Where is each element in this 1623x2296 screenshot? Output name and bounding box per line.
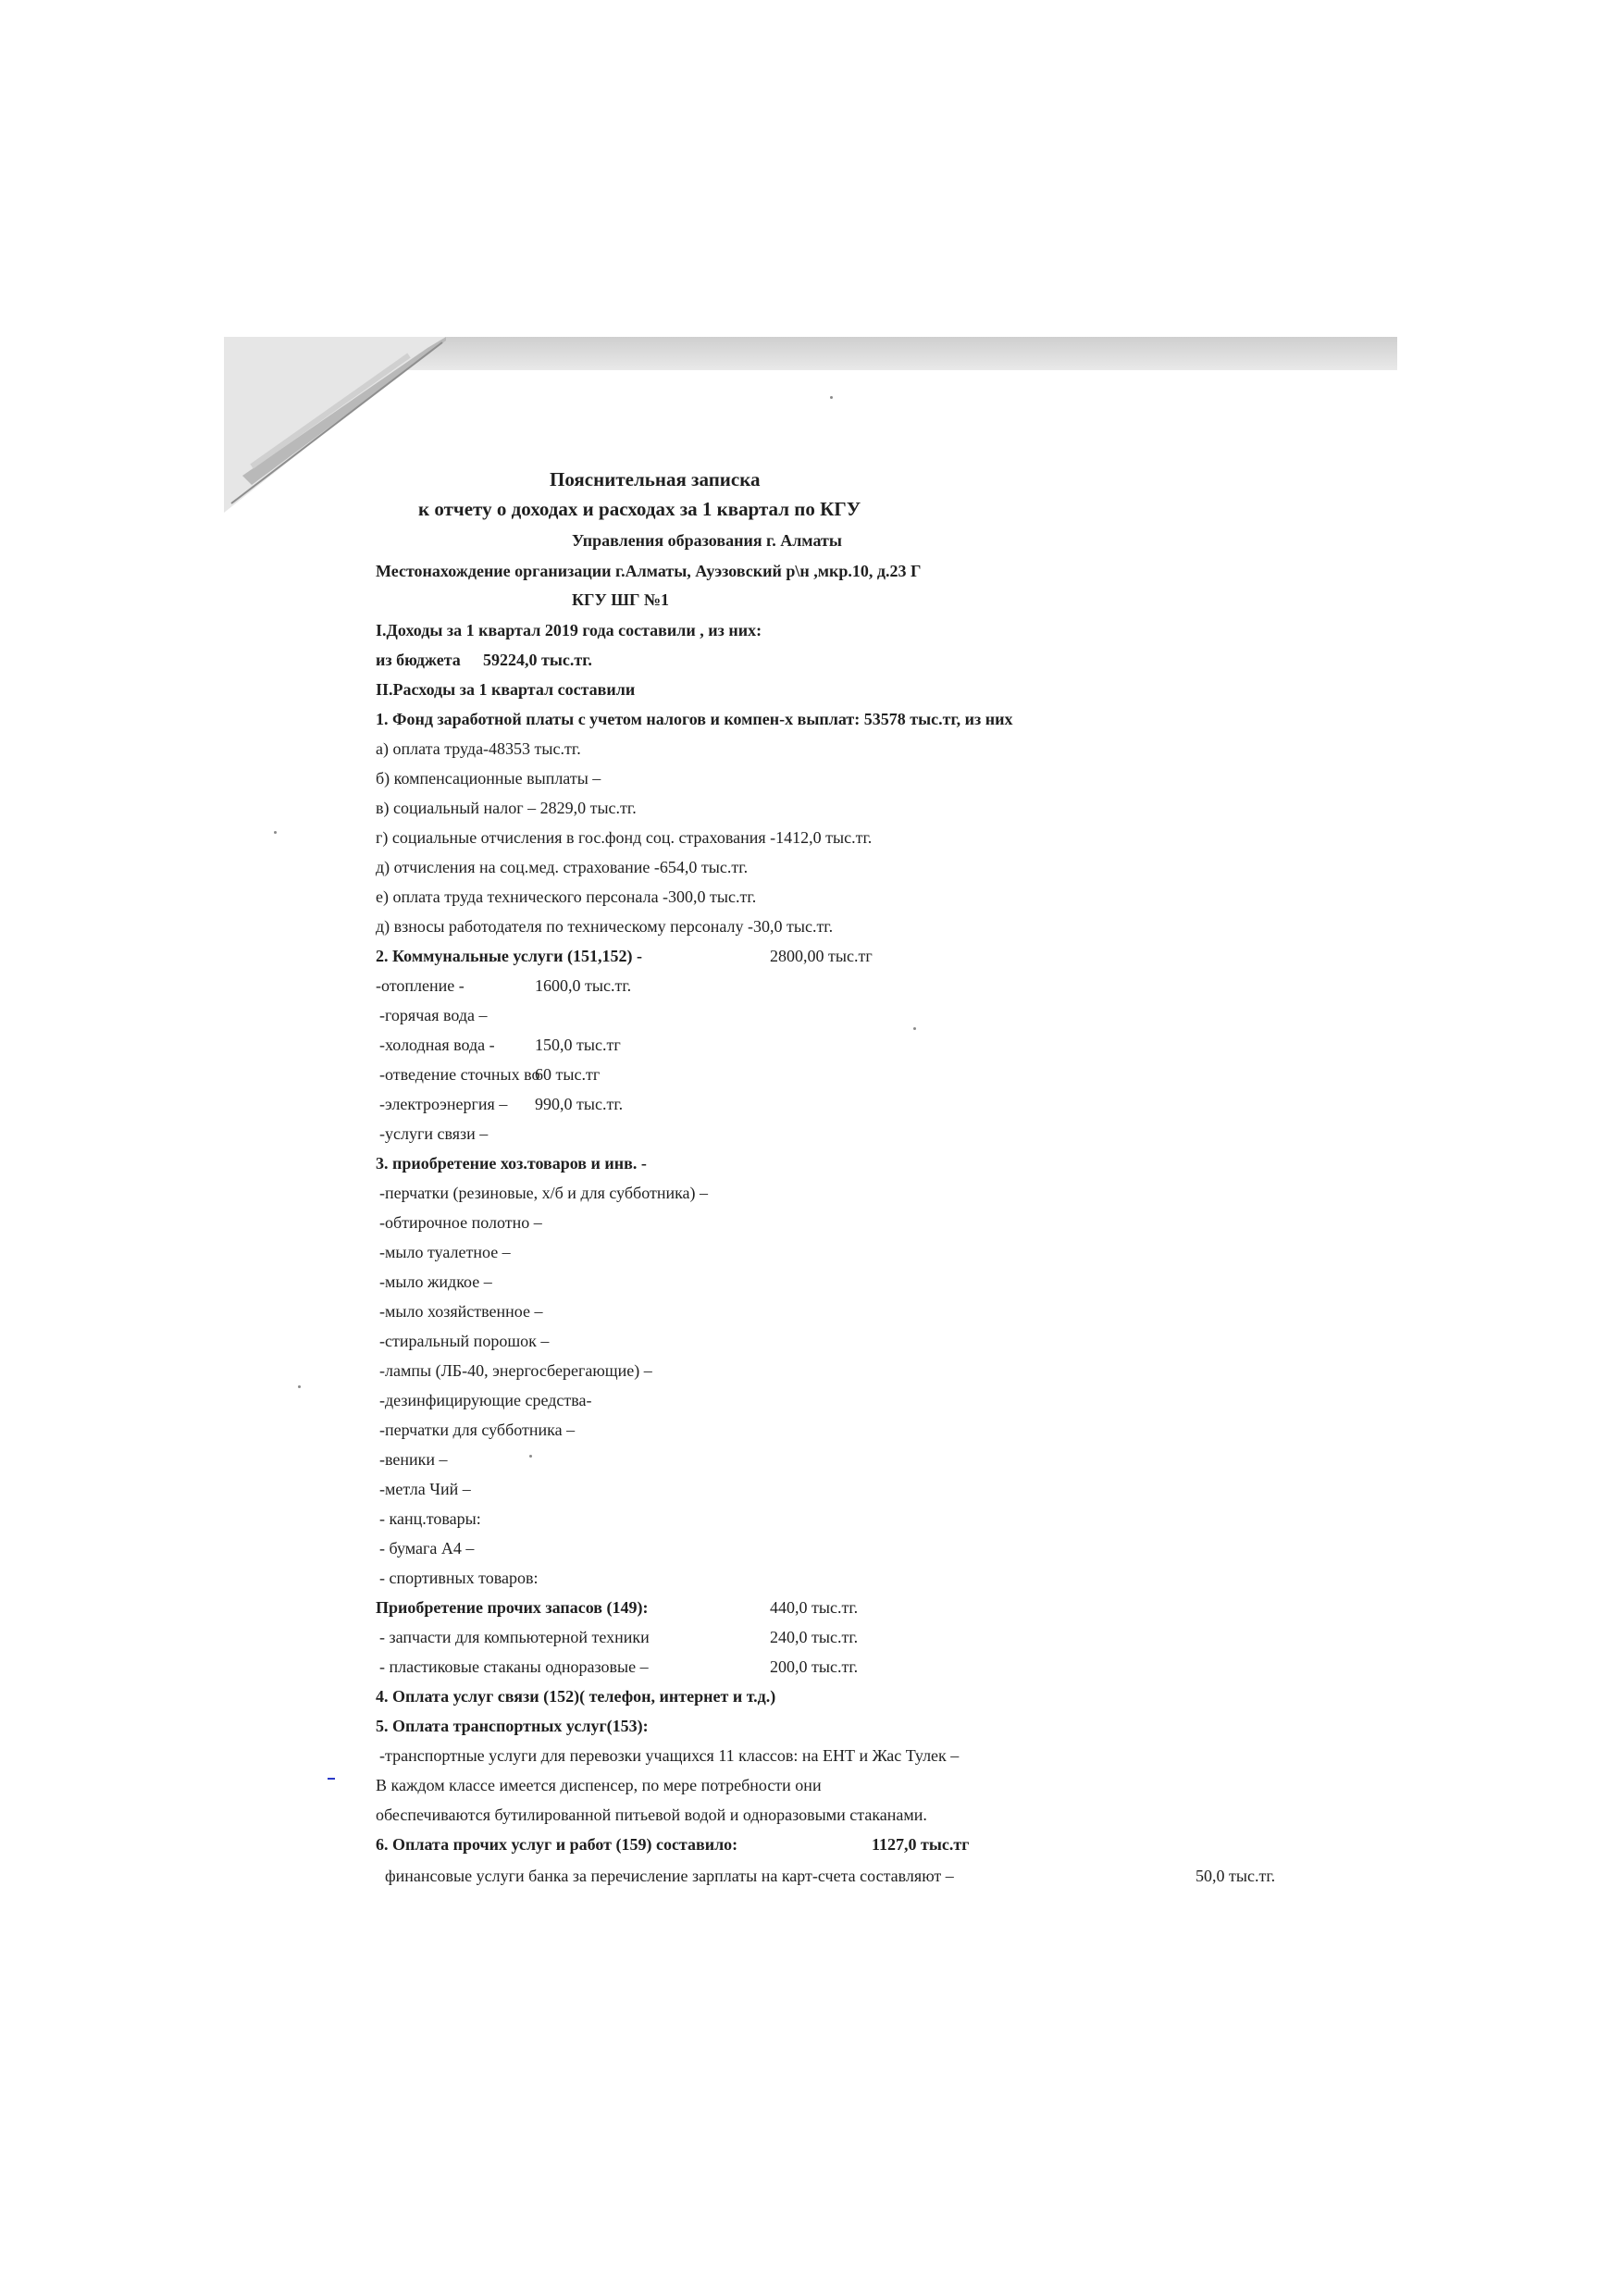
goods-item: - спортивных товаров:	[379, 1569, 539, 1587]
payroll-item: д) отчисления на соц.мед. страхование -654,0 тыс.тг.	[376, 858, 749, 876]
payroll-item: д) взносы работодателя по техническому персоналу -30,0 тыс.тг.	[376, 917, 834, 936]
org-name: КГУ ШГ №1	[572, 590, 670, 609]
payroll-item: а) оплата труда-48353 тыс.тг.	[376, 739, 581, 758]
goods-item: -стиральный порошок –	[379, 1332, 550, 1350]
communication-heading: 4. Оплата услуг связи (152)( телефон, интернет и т.д.)	[376, 1687, 776, 1706]
scan-speck	[274, 831, 277, 834]
scan-speck	[830, 396, 833, 399]
transport-heading: 5. Оплата транспортных услуг(153):	[376, 1717, 649, 1735]
payroll-item: в) социальный налог – 2829,0 тыс.тг.	[376, 799, 637, 817]
utilities-heading: 2. Коммунальные услуги (151,152) -	[376, 947, 642, 965]
goods-item: -обтирочное полотно –	[379, 1213, 542, 1232]
other-stock-item-value: 240,0 тыс.тг.	[770, 1628, 859, 1646]
other-services-total: 1127,0 тыс.тг	[872, 1835, 970, 1854]
goods-item: -дезинфицирующие средства-	[379, 1391, 592, 1409]
payroll-item: е) оплата труда технического персонала -300,0 тыс.тг.	[376, 887, 757, 906]
income-budget-label: из бюджета	[376, 651, 461, 669]
bank-fees-line: финансовые услуги банка за перечисление зарплаты на карт-счета составляют –	[385, 1867, 954, 1885]
folded-corner	[224, 337, 446, 513]
utility-value: 990,0 тыс.тг.	[535, 1095, 624, 1113]
goods-item: -лампы (ЛБ-40, энергосберегающие) –	[379, 1361, 652, 1380]
utility-value: 150,0 тыс.тг	[535, 1036, 621, 1054]
org-department: Управления образования г. Алматы	[572, 531, 842, 550]
goods-item: -перчатки (резиновые, х/б и для субботника) –	[379, 1184, 709, 1202]
document-title: Пояснительная записка	[550, 468, 761, 490]
expenses-heading: II.Расходы за 1 квартал составили	[376, 680, 636, 699]
other-services-heading: 6. Оплата прочих услуг и работ (159) составило:	[376, 1835, 738, 1854]
utility-label: -отопление -	[376, 976, 465, 995]
org-location: Местонахождение организации г.Алматы, Ауэзовский р\н ,мкр.10, д.23 Г	[376, 562, 922, 580]
other-stock-heading: Приобретение прочих запасов (149):	[376, 1598, 649, 1617]
utility-label: -отведение сточных во	[379, 1065, 540, 1084]
transport-line: В каждом классе имеется диспенсер, по мере потребности они	[376, 1776, 822, 1794]
goods-item: -перчатки для субботника –	[379, 1421, 576, 1439]
transport-line: обеспечиваются бутилированной питьевой водой и одноразовыми стаканами.	[376, 1806, 927, 1824]
utility-value: 1600,0 тыс.тг.	[535, 976, 632, 995]
transport-line: -транспортные услуги для перевозки учащихся 11 классов: на ЕНТ и Жас Тулек –	[379, 1746, 960, 1765]
utility-value: 60 тыс.тг	[535, 1065, 601, 1084]
goods-heading: 3. приобретение хоз.товаров и инв. -	[376, 1154, 647, 1173]
goods-item: -веники –	[379, 1450, 448, 1469]
other-stock-total: 440,0 тыс.тг.	[770, 1598, 859, 1617]
scan-speck	[913, 1027, 916, 1030]
utility-label: -горячая вода –	[379, 1006, 488, 1024]
income-budget-value: 59224,0 тыс.тг.	[483, 651, 592, 669]
other-stock-item-label: - запчасти для компьютерной техники	[379, 1628, 650, 1646]
other-stock-item-value: 200,0 тыс.тг.	[770, 1657, 859, 1676]
goods-item: -мыло туалетное –	[379, 1243, 511, 1261]
goods-item: - бумага А4 –	[379, 1539, 475, 1558]
goods-item: -мыло жидкое –	[379, 1272, 492, 1291]
bank-fees-value: 50,0 тыс.тг.	[1196, 1867, 1276, 1885]
payroll-item: г) социальные отчисления в гос.фонд соц. страхования -1412,0 тыс.тг.	[376, 828, 873, 847]
income-heading: I.Доходы за 1 квартал 2019 года составили , из них:	[376, 621, 762, 639]
payroll-heading: 1. Фонд заработной платы с учетом налогов и компен-х выплат: 53578 тыс.тг, из них	[376, 710, 1013, 728]
scan-speck	[298, 1385, 301, 1388]
utilities-total: 2800,00 тыс.тг	[770, 947, 873, 965]
goods-item: -метла Чий –	[379, 1480, 471, 1498]
utility-label: -электроэнергия –	[379, 1095, 508, 1113]
pen-mark	[328, 1778, 335, 1780]
scan-speck	[529, 1455, 532, 1458]
payroll-item: б) компенсационные выплаты –	[376, 769, 601, 788]
goods-item: - канц.товары:	[379, 1509, 481, 1528]
utility-label: -холодная вода -	[379, 1036, 495, 1054]
document-subtitle: к отчету о доходах и расходах за 1 квартал по КГУ	[418, 498, 861, 520]
utility-label: -услуги связи –	[379, 1124, 489, 1143]
goods-item: -мыло хозяйственное –	[379, 1302, 543, 1321]
other-stock-item-label: - пластиковые стаканы одноразовые –	[379, 1657, 649, 1676]
